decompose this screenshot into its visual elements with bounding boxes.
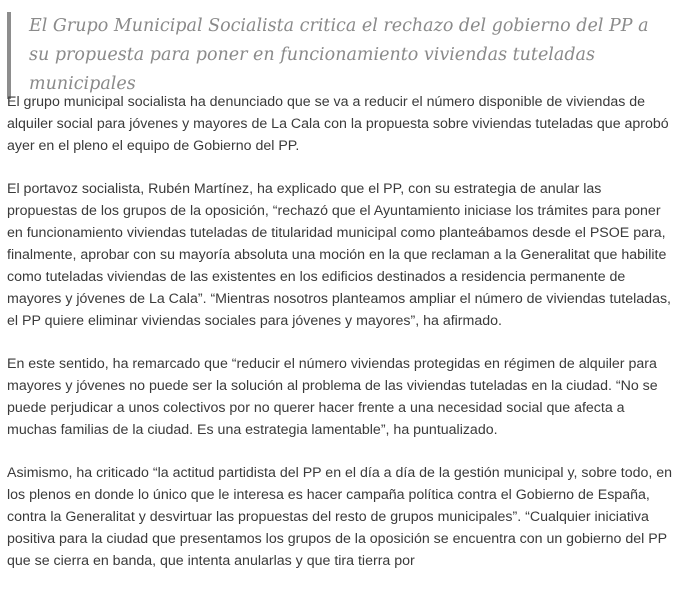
pullquote-text: El Grupo Municipal Socialista critica el rechazo del gobierno del PP a su propuesta para poner en funcionamiento viviendas tuteladas municipales: [29, 16, 649, 94]
pullquote: [7, 12, 657, 99]
paragraph-3: En este sentido, ha remarcado que “reducir el número viviendas protegidas en régimen de alquiler para mayores y jóvenes no puede ser la solución al problema de las viviendas tuteladas en la ciudad. “No se puede perjudicar a unos colectivos por no querer hacer frente a una necesidad social que afecta a muchas familias de la ciudad. Es una estrategia lamentable”, ha puntualizado.: [7, 356, 658, 438]
article-body: [7, 91, 675, 593]
paragraph-1: El grupo municipal socialista ha denunciado que se va a reducir el número disponible de viviendas de alquiler social para jóvenes y mayores de La Cala con la propuesta sobre viviendas tuteladas que aprobó ayer en el pleno el equipo de Gobierno del PP.: [7, 94, 669, 154]
paragraph-4: Asimismo, ha criticado “la actitud partidista del PP en el día a día de la gestión municipal y, sobre todo, en los plenos en donde lo único que le interesa es hacer campaña política contra el Gobierno de España, contra la Generalitat y desvirtuar las propuestas del resto de grupos municipales”. “Cualquier iniciativa positiva para la ciudad que presentamos los grupos de la oposición se encuentra con un gobierno del PP que se cierra en banda, que intenta anularlas y que tira tierra por: [7, 465, 673, 569]
paragraph-2: El portavoz socialista, Rubén Martínez, ha explicado que el PP, con su estrategia de anular las propuestas de los grupos de la oposición, “rechazó que el Ayuntamiento iniciase los trámites para poner en funcionamiento viviendas tuteladas de titularidad municipal como planteábamos desde el PSOE para, finalmente, aprobar con su mayoría absoluta una moción en la que reclaman a la Generalitat que habilite como tuteladas viviendas de las existentes en los edificios destinados a residencia permanente de mayores y jóvenes de La Cala”. “Mientras nosotros planteamos ampliar el número de viviendas tuteladas, el PP quiere eliminar viviendas sociales para jóvenes y mayores”, ha afirmado.: [7, 181, 671, 329]
